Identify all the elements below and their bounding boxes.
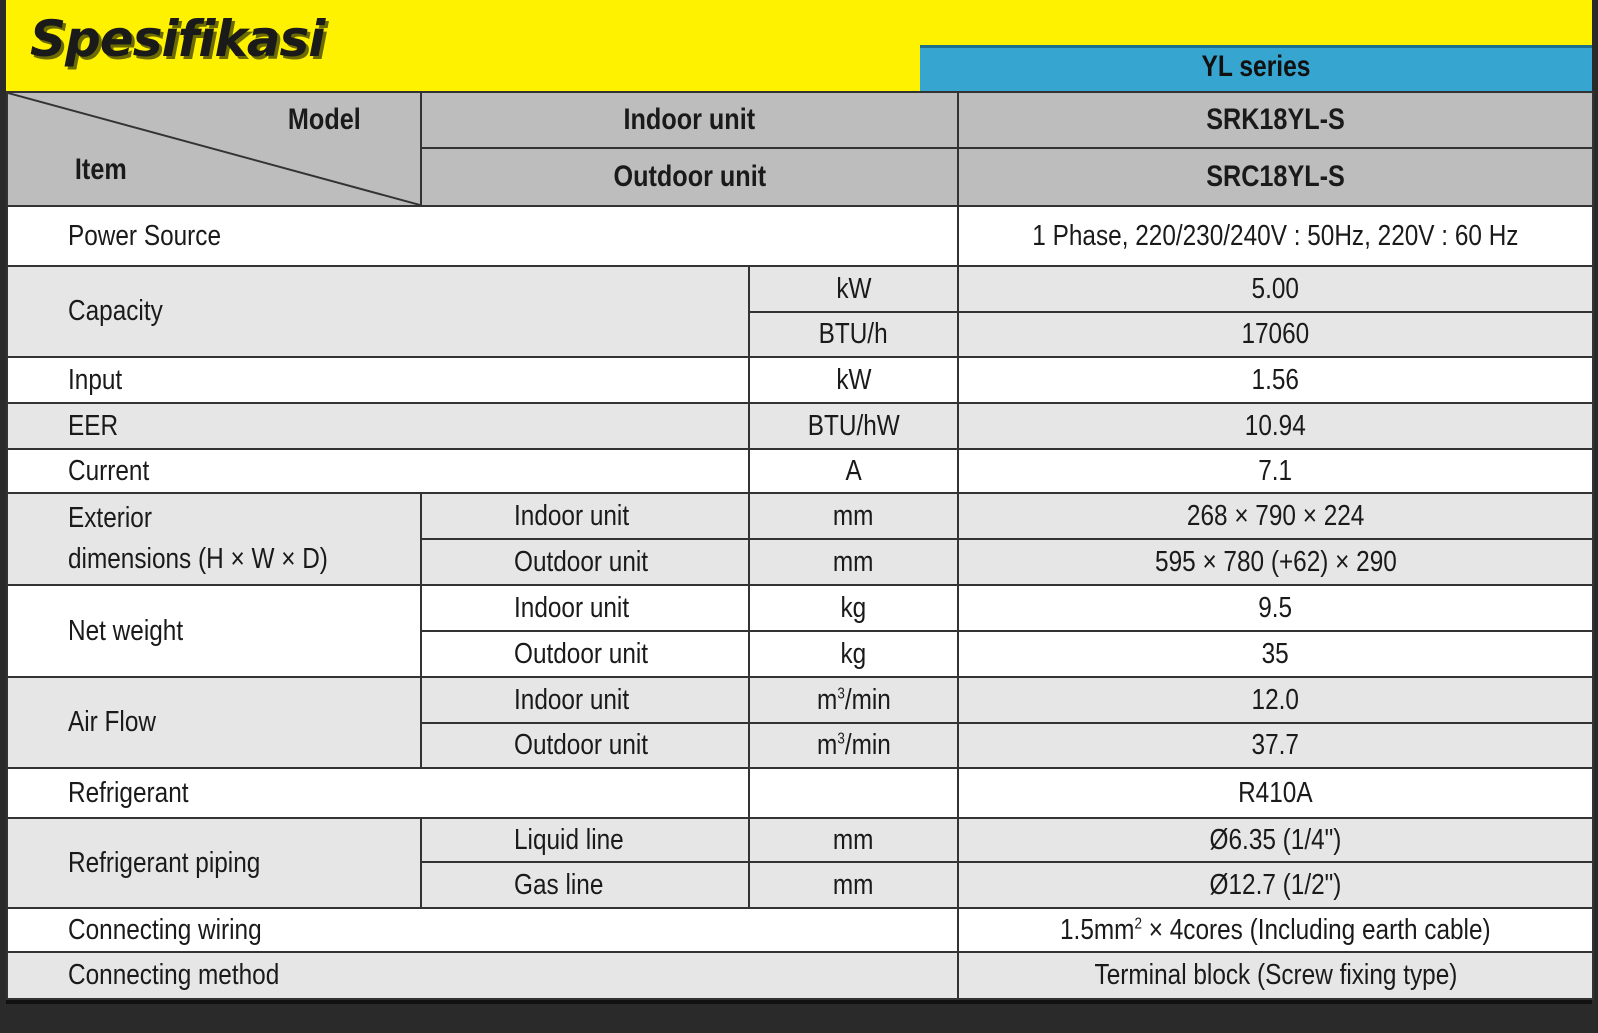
row-label-capacity: Capacity	[7, 266, 749, 357]
value-airflow-outdoor: 37.7	[958, 723, 1593, 768]
unit-weight-outdoor: kg	[749, 631, 958, 677]
item-label: Item	[74, 153, 127, 186]
sub-label-airflow-outdoor: Outdoor unit	[421, 723, 749, 768]
sub-label-exterior-outdoor: Outdoor unit	[421, 539, 749, 585]
value-refrigerant: R410A	[958, 768, 1593, 818]
unit-refrigerant	[749, 768, 958, 818]
unit-capacity-btu: BTU/h	[749, 312, 958, 357]
row-label-current: Current	[7, 449, 749, 493]
sub-label-liquid-line: Liquid line	[421, 818, 749, 862]
unit-liquid-line: mm	[749, 818, 958, 862]
page-title: Spesifikasi	[30, 10, 325, 68]
bottom-rule	[6, 1000, 1592, 1004]
table-row	[7, 908, 1593, 952]
sub-label-exterior-indoor: Indoor unit	[421, 493, 749, 539]
value-exterior-indoor: 268 × 790 × 224	[958, 493, 1593, 539]
unit-current: A	[749, 449, 958, 493]
table-row	[7, 206, 1593, 266]
unit-weight-indoor: kg	[749, 585, 958, 631]
row-label-method: Connecting method	[7, 952, 958, 999]
value-eer: 10.94	[958, 403, 1593, 449]
row-label-net-weight: Net weight	[7, 585, 421, 677]
table-row	[7, 677, 1593, 723]
value-capacity-btu: 17060	[958, 312, 1593, 357]
value-weight-outdoor: 35	[958, 631, 1593, 677]
unit-airflow-indoor: $m^3/\min$	[749, 677, 958, 723]
table-row	[7, 266, 1593, 312]
table-row	[7, 403, 1593, 449]
row-label-refrigerant: Refrigerant	[7, 768, 749, 818]
header-corner	[7, 92, 421, 206]
value-weight-indoor: 9.5	[958, 585, 1593, 631]
unit-capacity-kw: kW	[749, 266, 958, 312]
value-power-source: 1 Phase, 220/230/240V : 50Hz, 220V : 60 Hz	[958, 206, 1593, 266]
value-wiring: $1.5mm^2$ × 4cores (Including earth cable)	[958, 908, 1593, 952]
outdoor-unit-header: Outdoor unit	[421, 148, 958, 206]
unit-exterior-indoor: mm	[749, 493, 958, 539]
outdoor-model: SRC18YL-S	[958, 148, 1593, 206]
model-label: Model	[288, 103, 362, 136]
sub-label-airflow-indoor: Indoor unit	[421, 677, 749, 723]
table-row	[7, 952, 1593, 999]
sub-label-gas-line: Gas line	[421, 862, 749, 908]
value-airflow-indoor: 12.0	[958, 677, 1593, 723]
row-label-input: Input	[7, 357, 749, 403]
unit-eer: BTU/hW	[749, 403, 958, 449]
unit-input: kW	[749, 357, 958, 403]
table-row	[7, 818, 1593, 862]
row-label-exterior: Exterior dimensions (H × W × D)	[7, 493, 421, 585]
row-label-wiring: Connecting wiring	[7, 908, 958, 952]
table-row	[7, 585, 1593, 631]
row-label-eer: EER	[7, 403, 749, 449]
row-label-piping: Refrigerant piping	[7, 818, 421, 908]
value-input: 1.56	[958, 357, 1593, 403]
table-row	[7, 768, 1593, 818]
indoor-unit-header: Indoor unit	[421, 92, 958, 148]
table-row	[7, 449, 1593, 493]
row-label-power-source: Power Source	[7, 206, 958, 266]
spec-table	[6, 91, 1594, 1000]
value-current: 7.1	[958, 449, 1593, 493]
series-banner	[920, 45, 1592, 91]
value-method: Terminal block (Screw fixing type)	[958, 952, 1593, 999]
unit-exterior-outdoor: mm	[749, 539, 958, 585]
sub-label-weight-indoor: Indoor unit	[421, 585, 749, 631]
value-capacity-kw: 5.00	[958, 266, 1593, 312]
value-exterior-outdoor: 595 × 780 (+62) × 290	[958, 539, 1593, 585]
indoor-model: SRK18YL-S	[958, 92, 1593, 148]
table-row	[7, 357, 1593, 403]
sub-label-weight-outdoor: Outdoor unit	[421, 631, 749, 677]
header-row-indoor	[7, 92, 1593, 148]
row-label-air-flow: Air Flow	[7, 677, 421, 768]
unit-gas-line: mm	[749, 862, 958, 908]
table-row	[7, 493, 1593, 539]
value-liquid-line: Ø6.35 (1/4")	[958, 818, 1593, 862]
value-gas-line: Ø12.7 (1/2")	[958, 862, 1593, 908]
unit-airflow-outdoor: $m^3/\min$	[749, 723, 958, 768]
series-label: YL series	[1201, 50, 1311, 83]
